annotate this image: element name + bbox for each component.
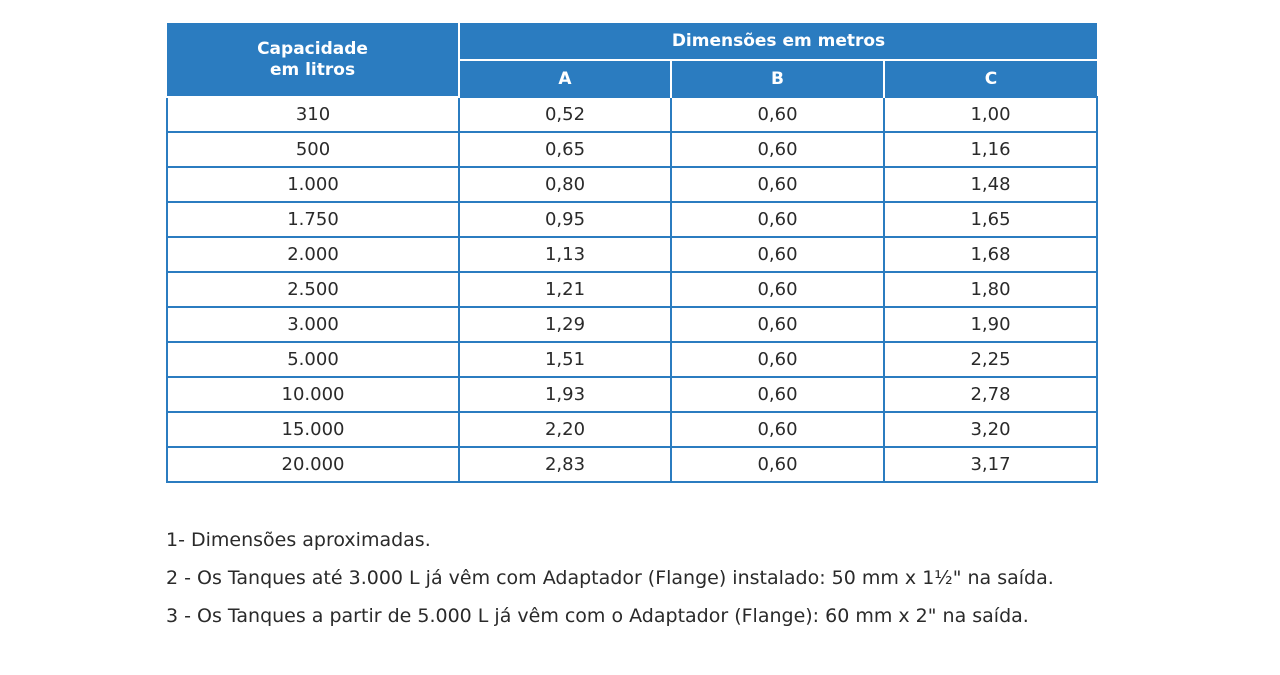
capacity-cell: 3.000 [167,307,459,342]
capacity-cell: 1.000 [167,167,459,202]
table-row [167,307,1097,342]
note-2: 2 - Os Tanques até 3.000 L já vêm com Adaptador (Flange) instalado: 50 mm x 1½" na saída. [166,567,1054,589]
dimension-c-cell: 1,68 [884,237,1097,272]
table-row [167,377,1097,412]
dimension-b-cell: 0,60 [671,412,884,447]
header-capacity-line2: em litros [269,59,356,80]
dimension-c-cell: 3,17 [884,447,1097,482]
capacity-cell: 20.000 [167,447,459,482]
header-capacity-line1: Capacidade [257,38,368,59]
dimension-b-cell: 0,60 [671,272,884,307]
dimensions-table [166,23,1098,483]
dimensions-table-container [166,23,1096,483]
header-dimensions: Dimensões em metros [459,23,1097,60]
dimension-a-cell: 2,20 [459,412,671,447]
capacity-cell: 2.000 [167,237,459,272]
note-3: 3 - Os Tanques a partir de 5.000 L já vêm com o Adaptador (Flange): 60 mm x 2" na saída. [166,605,1029,627]
dimension-a-cell: 1,29 [459,307,671,342]
dimension-c-cell: 2,25 [884,342,1097,377]
capacity-cell: 500 [167,132,459,167]
table-row [167,342,1097,377]
dimension-b-cell: 0,60 [671,97,884,132]
header-a: A [459,60,671,97]
dimension-a-cell: 1,51 [459,342,671,377]
table-row [167,272,1097,307]
dimension-c-cell: 1,16 [884,132,1097,167]
table-row [167,237,1097,272]
dimension-c-cell: 1,00 [884,97,1097,132]
capacity-cell: 10.000 [167,377,459,412]
table-row [167,202,1097,237]
dimension-a-cell: 1,21 [459,272,671,307]
capacity-cell: 2.500 [167,272,459,307]
capacity-cell: 15.000 [167,412,459,447]
dimension-a-cell: 0,95 [459,202,671,237]
capacity-cell: 5.000 [167,342,459,377]
table-row [167,132,1097,167]
header-capacity [167,23,459,97]
dimension-a-cell: 1,13 [459,237,671,272]
dimension-b-cell: 0,60 [671,237,884,272]
header-c: C [884,60,1097,97]
capacity-cell: 310 [167,97,459,132]
table-row [167,412,1097,447]
dimension-b-cell: 0,60 [671,202,884,237]
table-row [167,167,1097,202]
table-row [167,97,1097,132]
dimension-b-cell: 0,60 [671,167,884,202]
dimension-c-cell: 1,90 [884,307,1097,342]
dimension-b-cell: 0,60 [671,132,884,167]
dimension-b-cell: 0,60 [671,447,884,482]
table-row [167,447,1097,482]
dimension-c-cell: 3,20 [884,412,1097,447]
capacity-cell: 1.750 [167,202,459,237]
notes [166,527,1054,641]
dimension-a-cell: 0,65 [459,132,671,167]
dimension-c-cell: 1,80 [884,272,1097,307]
dimension-c-cell: 2,78 [884,377,1097,412]
table-body [167,97,1097,482]
dimension-a-cell: 2,83 [459,447,671,482]
note-1: 1- Dimensões aproximadas. [166,529,431,551]
dimension-a-cell: 1,93 [459,377,671,412]
dimension-a-cell: 0,52 [459,97,671,132]
dimension-a-cell: 0,80 [459,167,671,202]
dimension-b-cell: 0,60 [671,377,884,412]
dimension-c-cell: 1,48 [884,167,1097,202]
dimension-b-cell: 0,60 [671,342,884,377]
dimension-c-cell: 1,65 [884,202,1097,237]
header-b: B [671,60,884,97]
dimension-b-cell: 0,60 [671,307,884,342]
